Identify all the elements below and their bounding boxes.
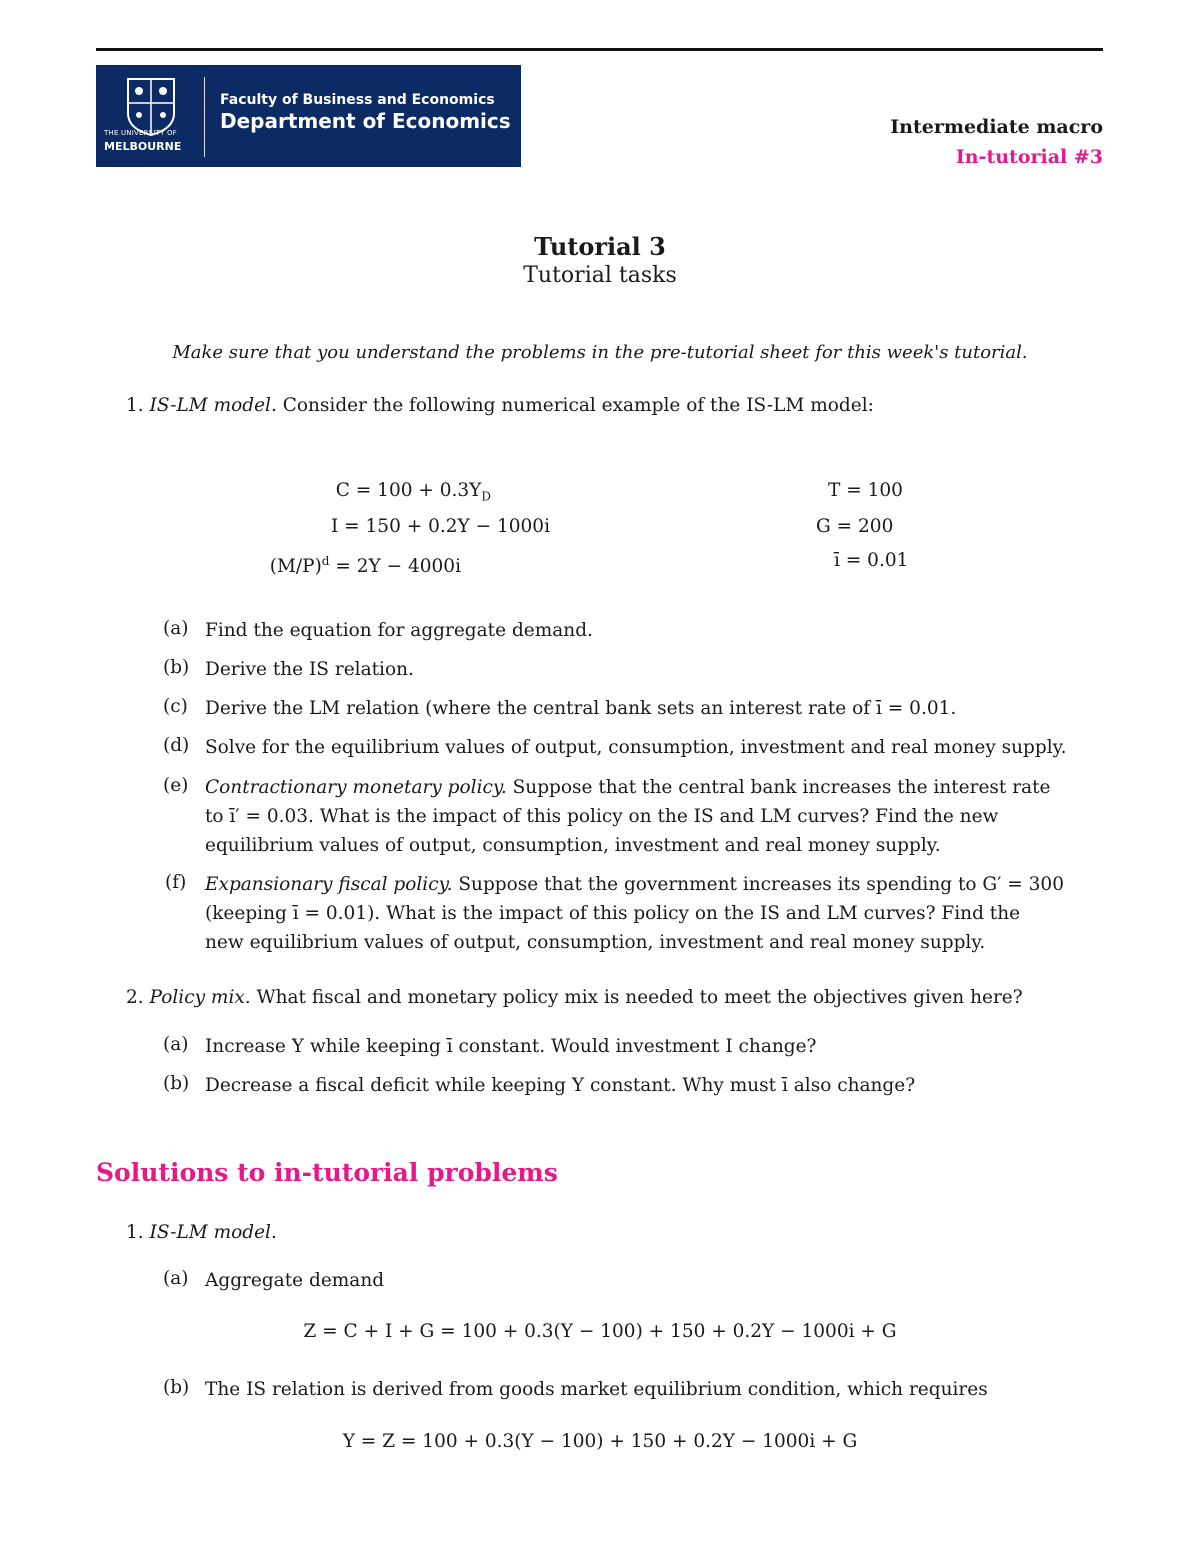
part-text: Derive the IS relation.	[205, 659, 414, 680]
part-text: Increase Y while keeping ī constant. Would investment I change?	[205, 1036, 817, 1057]
problem-heading: Policy mix.	[149, 987, 251, 1008]
equation-consumption: $C = 100 + 0.3Y_D$	[335, 480, 491, 504]
equation-investment: I = 150 + 0.2Y − 1000i	[330, 516, 550, 537]
logo-university-line1: THE UNIVERSITY OF	[104, 129, 177, 137]
problem-heading: IS-LM model.	[149, 395, 277, 416]
solution-1	[126, 1218, 277, 1247]
part-marker: (a)	[163, 618, 189, 639]
equation-interest-rate: ī = 0.01	[834, 550, 909, 571]
part-marker: (d)	[163, 735, 190, 756]
part-text: Decrease a fiscal deficit while keeping Y constant. Why must ī also change?	[205, 1075, 916, 1096]
part-text: equilibrium values of output, consumption, investment and real money supply.	[205, 835, 941, 856]
problem-text: Consider the following numerical example of the IS-LM model:	[276, 395, 874, 416]
part-marker: (b)	[163, 657, 190, 678]
page-subtitle: Tutorial tasks	[523, 263, 677, 288]
problem-number: 2.	[126, 987, 144, 1008]
part-marker: (b)	[163, 1377, 190, 1398]
part-marker: (f)	[165, 872, 187, 893]
part-text: Aggregate demand	[205, 1270, 385, 1291]
equation-taxes: T = 100	[828, 480, 903, 501]
part-marker: (b)	[163, 1073, 190, 1094]
solutions-heading: Solutions to in-tutorial problems	[96, 1158, 558, 1187]
logo-faculty: Faculty of Business and Economics	[220, 92, 495, 108]
page-title: Tutorial 3	[534, 232, 666, 261]
part-marker: (a)	[163, 1268, 189, 1289]
problem-text: What fiscal and monetary policy mix is needed to meet the objectives given here?	[250, 987, 1023, 1008]
equation-aggregate-demand: Z = C + I + G = 100 + 0.3(Y − 100) + 150 + 0.2Y − 1000i + G	[303, 1321, 897, 1342]
part-marker: (e)	[163, 775, 189, 796]
part-text: to ī′ = 0.03. What is the impact of this policy on the IS and LM curves? Find the new	[205, 806, 999, 827]
part-text: Solve for the equilibrium values of output, consumption, investment and real money supply.	[205, 737, 1067, 758]
part-marker: (a)	[163, 1034, 189, 1055]
equation-is-relation: Y = Z = 100 + 0.3(Y − 100) + 150 + 0.2Y − 1000i + G	[342, 1431, 858, 1452]
problem-number: 1.	[126, 395, 144, 416]
intro-text: Make sure that you understand the problems in the pre-tutorial sheet for this week's tutorial.	[172, 342, 1028, 363]
part-text: The IS relation is derived from goods market equilibrium condition, which requires	[205, 1379, 988, 1400]
tutorial-number: In-tutorial #3	[955, 146, 1103, 168]
part-marker: (c)	[163, 696, 188, 717]
problem-1	[126, 391, 874, 420]
part-text: new equilibrium values of output, consumption, investment and real money supply.	[205, 932, 986, 953]
equation-money-demand: $(M/P)^d = 2Y - 4000i$	[269, 554, 461, 578]
part-text: (keeping ī = 0.01). What is the impact of this policy on the IS and LM curves? Find the	[205, 903, 1021, 924]
part-text: Find the equation for aggregate demand.	[205, 620, 593, 641]
part-text: Derive the LM relation (where the central bank sets an interest rate of ī = 0.01.	[205, 698, 957, 719]
part-text: Contractionary monetary policy. Suppose that the central bank increases the interest rate	[205, 777, 1051, 798]
course-name: Intermediate macro	[890, 116, 1103, 138]
problem-2	[126, 983, 1023, 1012]
top-rule	[96, 48, 1103, 51]
part-text: Expansionary fiscal policy. Suppose that the government increases its spending to G′ = 300	[205, 874, 1064, 895]
solution-number: 1.	[126, 1222, 144, 1243]
logo-divider	[204, 77, 205, 157]
logo-department: Department of Economics	[220, 109, 511, 133]
university-logo	[96, 65, 521, 167]
solution-heading: IS-LM model.	[149, 1222, 277, 1243]
equation-government: G = 200	[816, 516, 894, 537]
logo-university-line2: MELBOURNE	[104, 140, 182, 153]
